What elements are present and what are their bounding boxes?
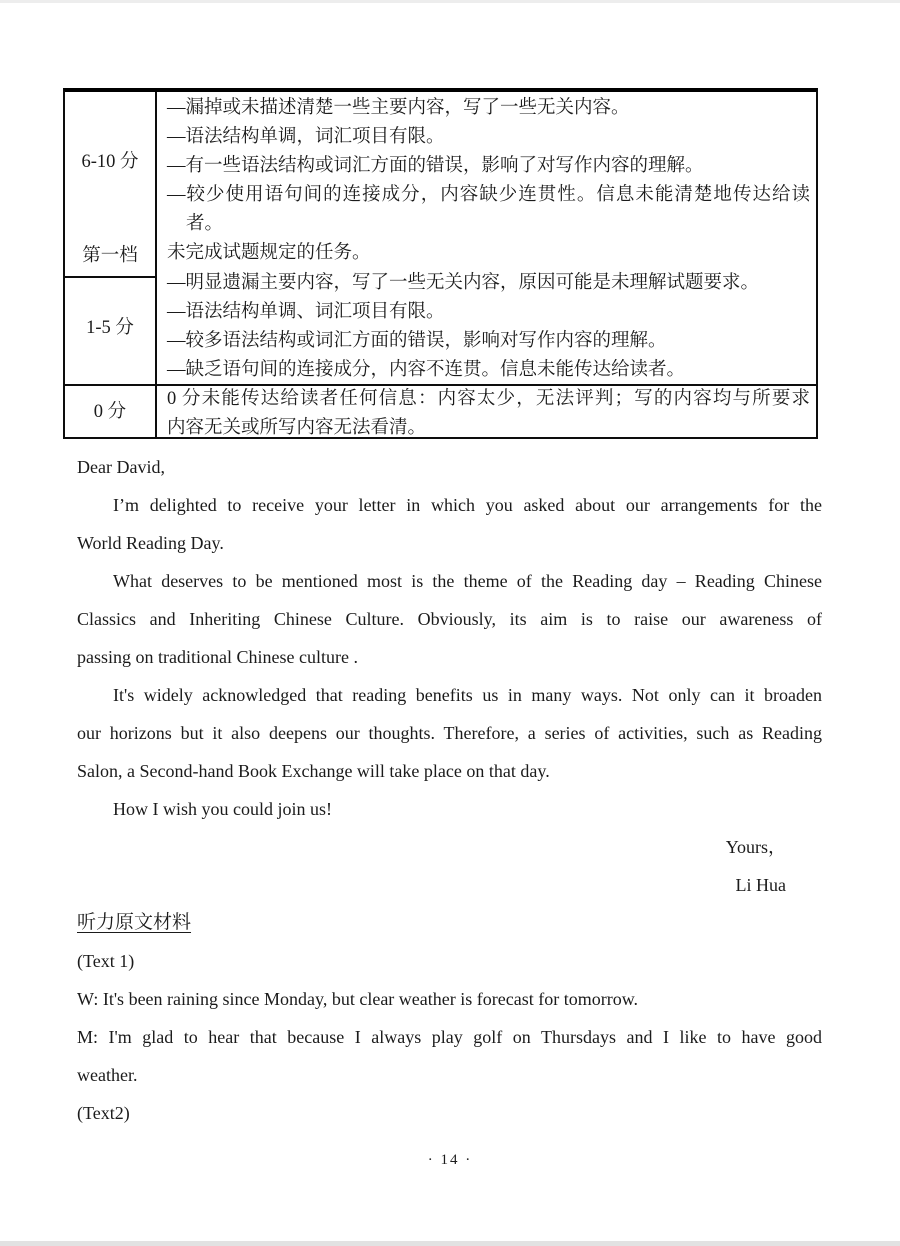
transcript-w-line: W: It's been raining since Monday, but clear weather is forecast for tomorrow. [77, 989, 639, 1009]
rubric-line: —较多语法结构或词汇方面的错误，影响对写作内容的理解。 [167, 330, 667, 351]
letter-line: I’m delighted to receive your letter in which you asked about our arrangements for the [113, 495, 822, 515]
table-row-divider-left [65, 276, 155, 278]
letter-line: Classics and Inheriting Chinese Culture. Obviously, its aim is to raise our awareness of [77, 609, 822, 629]
transcript-heading-text: 听力原文材料 [77, 912, 192, 933]
document-body [77, 448, 822, 1132]
scan-edge-top [0, 0, 900, 3]
transcript-m-line-cont: weather. [77, 1065, 138, 1085]
transcript-m-line: M: I'm glad to hear that because I always play golf on Thursdays and I like to have good [77, 1027, 822, 1047]
letter-line: What deserves to be mentioned most is the theme of the Reading day – Reading Chinese [113, 571, 822, 591]
rubric-line: —漏掉或未描述清楚一些主要内容，写了一些无关内容。 [167, 98, 630, 118]
rubric-line: 0 分未能传达给读者任何信息：内容太少，无法评判；写的内容均与所要求 [167, 388, 810, 409]
rubric-descriptions [167, 94, 810, 443]
band1-label: 第一档 [82, 246, 138, 266]
rubric-line: —较少使用语句间的连接成分，内容缺少连贯性。信息未能清楚地传达给读 [167, 185, 810, 206]
letter-signature: Li Hua [735, 875, 786, 895]
transcript-heading [77, 904, 822, 942]
letter-line: Salon, a Second-hand Book Exchange will take place on that day. [77, 761, 550, 781]
letter-closing: Yours， [725, 837, 786, 857]
score-range-1-5: 1-5 分 [86, 318, 134, 338]
rubric-line: 未完成试题规定的任务。 [167, 243, 371, 264]
rubric-line: —语法结构单调，词汇项目有限。 [167, 127, 445, 148]
letter-line: It's widely acknowledged that reading benefits us in many ways. Not only can it broaden [113, 685, 822, 705]
letter-line: How I wish you could join us! [113, 799, 332, 819]
score-range-6-10: 6-10 分 [81, 152, 139, 172]
rubric-line: 内容无关或所写内容无法看清。 [167, 418, 427, 439]
letter-line: passing on traditional Chinese culture . [77, 647, 358, 667]
rubric-line: —缺乏语句间的连接成分，内容不连贯。信息未能传达给读者。 [167, 359, 686, 380]
letter-line: World Reading Day. [77, 533, 224, 553]
letter-line: our horizons but it also deepens our thoughts. Therefore, a series of activities, such as Reading [77, 723, 822, 743]
rubric-line: —明显遗漏主要内容，写了一些无关内容，原因可能是未理解试题要求。 [167, 272, 760, 293]
page-number: · 14 · [427, 1152, 473, 1168]
grading-rubric-table [63, 88, 818, 439]
transcript-text1-label: (Text 1) [77, 951, 135, 971]
rubric-line: 者。 [186, 214, 224, 235]
rubric-line: —有一些语法结构或词汇方面的错误，影响了对写作内容的理解。 [167, 156, 704, 177]
transcript-text2-label: (Text2) [77, 1103, 130, 1123]
score-zero: 0 分 [93, 402, 127, 422]
scan-edge-bottom [0, 1241, 900, 1246]
rubric-line: —语法结构单调、词汇项目有限。 [167, 301, 445, 322]
letter-salutation: Dear David, [77, 457, 165, 477]
